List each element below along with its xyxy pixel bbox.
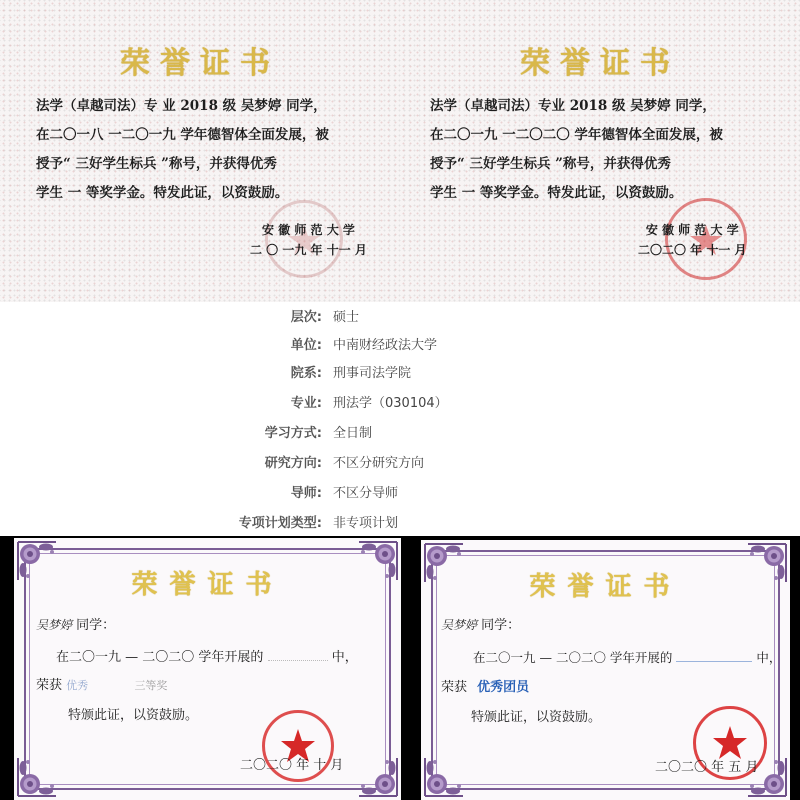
award-line	[36, 674, 167, 693]
info-row-major	[0, 392, 800, 412]
enrollment-info-panel	[0, 302, 800, 536]
info-label: 研究方向:	[264, 456, 322, 471]
info-value: 中南财经政法大学	[333, 338, 438, 353]
recipient-suffix: 同学：	[481, 618, 521, 633]
certificate-line-scholarship: 学生 一 等奖学金。特发此证，以资鼓励。	[430, 185, 683, 201]
info-row-study-mode	[0, 422, 800, 442]
info-value: 刑事司法学院	[333, 366, 412, 381]
info-row-unit	[0, 334, 800, 354]
recipient-suffix: 同学：	[76, 618, 116, 633]
info-value: 硕士	[333, 310, 360, 325]
info-value: 刑法学（030104）	[333, 396, 448, 411]
award-prefix: 荣获	[441, 680, 468, 695]
info-row-advisor	[0, 482, 800, 502]
award-name-faded: 优秀	[66, 679, 89, 692]
rose-ornament-icon	[355, 754, 401, 800]
info-value: 全日制	[333, 426, 373, 441]
certificate-body	[36, 92, 376, 208]
certificate-signature	[638, 220, 747, 260]
info-label: 导师:	[290, 486, 322, 501]
info-value: 不区分研究方向	[333, 456, 425, 471]
certificate-2018-2019	[0, 0, 400, 302]
issuing-organization: 安 徽 师 范 大 学	[262, 223, 355, 237]
info-row-level	[0, 306, 800, 326]
activity-year-text: 在二〇一九 — 二〇二〇 学年开展的	[473, 650, 673, 665]
info-row-research-direction	[0, 452, 800, 472]
info-label: 专业:	[290, 396, 322, 411]
info-label: 单位:	[290, 338, 322, 353]
rose-ornament-icon	[421, 754, 467, 800]
certificate-line-honor: 授予“ 三好学生标兵 ”称号，并获得优秀	[36, 156, 277, 172]
certificate-title: 荣誉证书	[529, 572, 682, 602]
info-value: 不区分导师	[333, 486, 399, 501]
recipient-name-handwritten: 吴梦婷	[441, 618, 478, 632]
info-label: 院系:	[290, 366, 322, 381]
award-prefix: 荣获	[36, 678, 63, 693]
certificate-award-d	[421, 540, 790, 800]
info-value: 非专项计划	[333, 516, 399, 531]
issue-date: 二〇二〇 年 十 月	[240, 758, 344, 773]
activity-name-faded	[268, 660, 328, 661]
activity-line	[473, 648, 781, 666]
info-row-department	[0, 362, 800, 382]
activity-suffix: 中，	[331, 650, 358, 665]
recipient-line	[36, 614, 115, 633]
activity-name	[676, 661, 752, 662]
recipient-name-handwritten: 吴梦婷	[36, 618, 73, 632]
activity-suffix: 中，	[756, 650, 782, 665]
certificate-title: 荣誉证书	[120, 46, 280, 81]
certificate-line-year: 在二〇一八 一二〇一九 学年德智体全面发展，被	[36, 127, 329, 143]
recipient-line	[441, 614, 520, 633]
certificate-line-honor: 授予“ 三好学生标兵 ”称号，并获得优秀	[430, 156, 671, 172]
issuing-organization: 安 徽 师 范 大 学	[645, 223, 739, 237]
award-rank-faded: 三等奖	[134, 679, 168, 692]
certificate-award-c	[14, 538, 401, 800]
certificate-2019-2020	[400, 0, 800, 302]
certificate-signature	[250, 220, 367, 260]
activity-year-text: 在二〇一九 — 二〇二〇 学年开展的	[56, 650, 264, 665]
award-name: 优秀团员	[477, 680, 530, 695]
info-label: 学习方式:	[264, 426, 322, 441]
certificate-line-year: 在二〇一九 一二〇二〇 学年德智体全面发展，被	[430, 127, 723, 143]
award-line	[441, 676, 529, 695]
activity-line	[56, 646, 358, 665]
certificate-line-student: 法学（卓越司法）专 业 2018 级 吴梦婷 同学，	[36, 98, 327, 114]
issue-date: 二 〇 一九 年 十一 月	[250, 243, 367, 257]
rose-ornament-icon	[14, 754, 60, 800]
info-row-special-plan	[0, 512, 800, 532]
closing-line: 特颁此证，以资鼓励。	[68, 708, 199, 723]
issue-date: 二〇二〇 年 十一 月	[638, 243, 747, 257]
closing-line: 特颁此证，以资鼓励。	[471, 710, 602, 725]
certificate-line-student: 法学（卓越司法）专业 2018 级 吴梦婷 同学，	[430, 98, 716, 114]
certificate-line-scholarship: 学生 一 等奖学金。特发此证，以资鼓励。	[36, 185, 289, 201]
certificate-body	[430, 92, 770, 208]
info-label: 专项计划类型:	[238, 516, 322, 531]
certificate-title: 荣誉证书	[520, 46, 680, 81]
info-label: 层次:	[290, 310, 322, 325]
certificate-title: 荣誉证书	[131, 570, 284, 600]
issue-date: 二〇二〇 年 五 月	[655, 760, 759, 775]
